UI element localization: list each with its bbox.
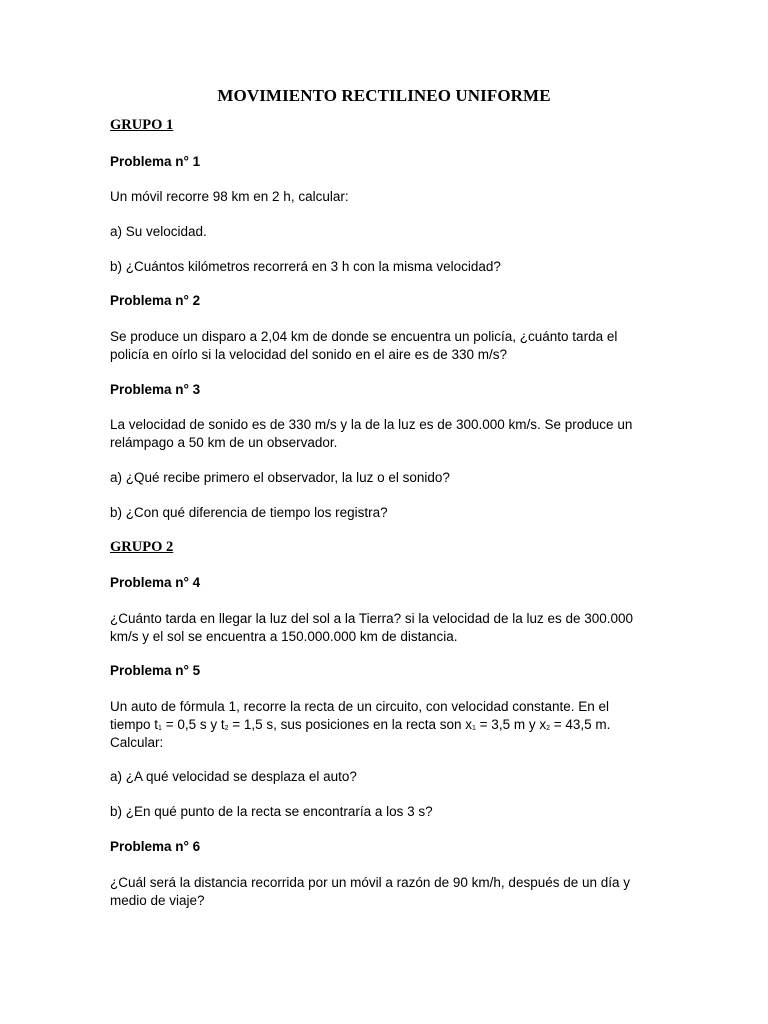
problem-1-statement: Un móvil recorre 98 km en 2 h, calcular:: [110, 189, 349, 204]
problem-title-6: Problema n° 6: [110, 839, 201, 854]
problem-1-part-b: b) ¿Cuántos kilómetros recorrerá en 3 h con la misma velocidad?: [110, 259, 501, 274]
problem-4-statement-line-1: ¿Cuánto tarda en llegar la luz del sol a la Tierra? si la velocidad de la luz es de 300.000: [110, 611, 634, 626]
problem-3-part-b: b) ¿Con qué diferencia de tiempo los registra?: [110, 505, 388, 520]
problem-1-part-a: a) Su velocidad.: [110, 224, 207, 239]
text-run: = 3,5 m y x: [475, 717, 547, 732]
problem-4-statement-line-2: km/s y el sol se encuentra a 150.000.000 km de distancia.: [110, 629, 458, 644]
problem-5-part-a: a) ¿A qué velocidad se desplaza el auto?: [110, 769, 357, 784]
subscript: 1: [472, 725, 476, 732]
group-heading-1: GRUPO 1: [110, 117, 174, 133]
problem-title-3: Problema n° 3: [110, 382, 201, 397]
subscript: 2: [546, 725, 550, 732]
problem-title-2: Problema n° 2: [110, 293, 201, 308]
problem-title-4: Problema n° 4: [110, 575, 201, 590]
text-run: = 43,5 m.: [549, 717, 611, 732]
document-title: MOVIMIENTO RECTILINEO UNIFORME: [217, 86, 551, 105]
text-run: tiempo t: [110, 717, 159, 732]
problem-5-statement-line-3: Calcular:: [110, 735, 164, 750]
problem-5-statement-line-1: Un auto de fórmula 1, recorre la recta de un circuito, con velocidad constante. En el: [110, 699, 610, 714]
problem-5-part-b: b) ¿En qué punto de la recta se encontraría a los 3 s?: [110, 804, 433, 819]
problem-3-part-a: a) ¿Qué recibe primero el observador, la luz o el sonido?: [110, 470, 450, 485]
problem-6-statement-line-1: ¿Cuál será la distancia recorrida por un móvil a razón de 90 km/h, después de un día y: [110, 875, 631, 890]
problem-3-statement-line-1: La velocidad de sonido es de 330 m/s y la de la luz es de 300.000 km/s. Se produce un: [110, 417, 633, 432]
problem-3-statement-line-2: relámpago a 50 km de un observador.: [110, 435, 338, 450]
problem-title-5: Problema n° 5: [110, 663, 201, 678]
subscript: 2: [224, 725, 229, 732]
problem-6-statement-line-2: medio de viaje?: [110, 893, 205, 908]
subscript: 1: [158, 725, 162, 732]
problem-2-statement-line-1: Se produce un disparo a 2,04 km de donde se encuentra un policía, ¿cuánto tarda el: [110, 329, 618, 344]
text-run: = 1,5 s, sus posiciones en la recta son x: [228, 717, 473, 732]
problem-title-1: Problema n° 1: [110, 154, 201, 169]
text-run: = 0,5 s y t: [161, 717, 225, 732]
group-heading-2: GRUPO 2: [110, 539, 174, 555]
problem-2-statement-line-2: policía en oírlo si la velocidad del sonido en el aire es de 330 m/s?: [110, 347, 507, 362]
